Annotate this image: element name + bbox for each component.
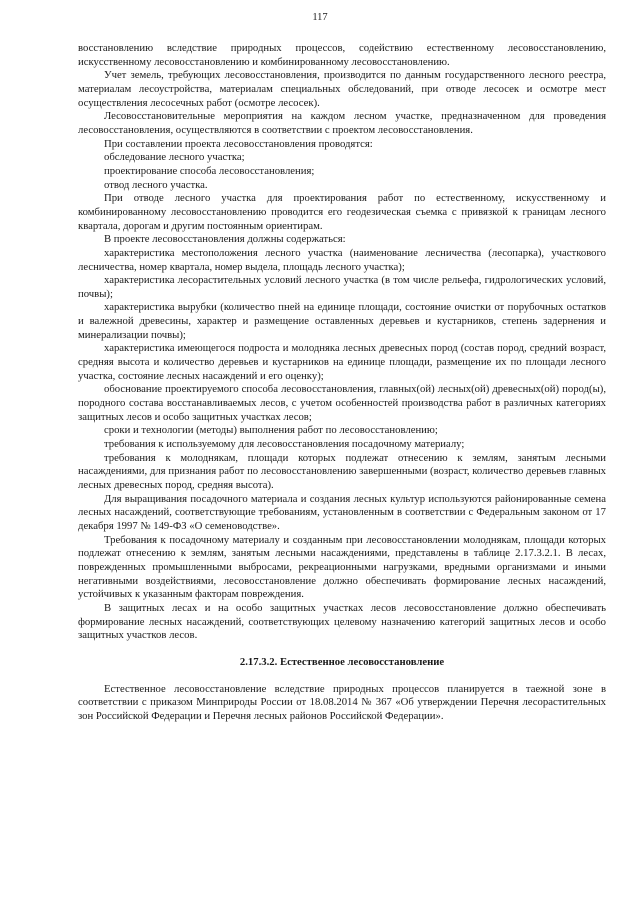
list-item: проектирование способа лесовосстановления; xyxy=(104,164,315,177)
paragraph: Естественное лесовосстановление вследствие природных процессов планируется в таежной зоне в соответствии с приказом Минприроды России от 18.08.2014 № 367 «Об утверждении Перечня лесорастительных зон Российской Федерации и Перечня лесных районов Российской Федерации». xyxy=(78,682,606,722)
paragraph: восстановлению вследствие природных процессов, содействию естественному лесовосстановлению, искусственному лесовосстановлению и комбинированному лесовосстановлению. xyxy=(78,42,606,68)
page-body xyxy=(78,42,606,724)
paragraph: Учет земель, требующих лесовосстановления, производится по данным государственного лесного реестра, материалам лесоустройства, материалам специальных обследований, при отводе лесосек и осмотре мест осуществления лесосечных работ (осмотре лесосек). xyxy=(78,69,606,109)
list-item: обоснование проектируемого способа лесовосстановления, главных(ой) лесных(ой) древесных(ой) пород(ы), породного состава восстанавливаемых лесов, с учетом особенностей производства работ в различных категориях защитных лесов и особо защитных участках лесов; xyxy=(78,383,606,423)
section-heading: 2.17.3.2. Естественное лесовосстановление xyxy=(239,655,445,668)
paragraph: Требования к посадочному материалу и созданным при лесовосстановлении молоднякам, площади которых подлежат отнесению к землям, занятым лесными насаждениями, представлены в таблице 2.17.3.2.1. В лесах, поврежденных промышленными выбросами, рекреационными нагрузками, вредными организмами и иными негативными воздействиями, лесовосстановление должно обеспечивать формирование лесных насаждений, устойчивых к указанным факторам повреждения. xyxy=(78,533,606,601)
list-item: характеристика имеющегося подроста и молодняка лесных древесных пород (состав пород, средний возраст, средняя высота и количество деревьев и кустарников на единице площади, размещение их по площади лесного участка, состояние лесных насаждений и его оценку); xyxy=(78,342,606,382)
list-item: сроки и технологии (методы) выполнения работ по лесовосстановлению; xyxy=(104,424,438,437)
list-item: характеристика лесорастительных условий лесного участка (в том числе рельефа, гидрологических условий, почвы); xyxy=(78,274,606,300)
list-item: характеристика вырубки (количество пней на единице площади, состояние очистки от порубочных остатков и валежной древесины, характер и размещение оставленных деревьев и кустарников, степень задернения и минерализации почвы); xyxy=(78,301,606,341)
paragraph: При составлении проекта лесовосстановления проводятся: xyxy=(104,137,373,150)
list-item: требования к молоднякам, площади которых подлежат отнесению к землям, занятым лесными насаждениями, для признания работ по лесовосстановлению завершенными (возраст, количество деревьев главных лесных древесных пород, средняя высота). xyxy=(78,451,606,491)
paragraph: В проекте лесовосстановления должны содержаться: xyxy=(104,233,346,246)
list-item: обследование лесного участка; xyxy=(104,151,245,164)
paragraph: При отводе лесного участка для проектирования работ по естественному, искусственному и комбинированному лесовосстановлению проводится его геодезическая съемка с привязкой к границам лесного квартала, дорогам и другим постоянным ориентирам. xyxy=(78,192,606,232)
list-item: характеристика местоположения лесного участка (наименование лесничества (лесопарка), участкового лесничества, номер квартала, номер выдела, площадь лесного участка); xyxy=(78,246,606,273)
list-item: отвод лесного участка. xyxy=(104,178,208,191)
page-number: 117 xyxy=(312,12,328,23)
list-item: требования к используемому для лесовосстановления посадочному материалу; xyxy=(104,438,465,451)
paragraph: Для выращивания посадочного материала и создания лесных культур используются районированные семена лесных насаждений, соответствующие требованиям, установленным в соответствии с Федеральным законом от 17 декабря 1997 № 149-ФЗ «О семеноводстве». xyxy=(78,492,606,532)
paragraph: В защитных лесах и на особо защитных участках лесов лесовосстановление должно обеспечивать формирование лесных насаждений, соответствующих целевому назначению категорий защитных лесов и особо защитных участков лесов. xyxy=(78,601,606,642)
paragraph: Лесовосстановительные мероприятия на каждом лесном участке, предназначенном для проведения лесовосстановления, осуществляются в соответствии с проектом лесовосстановления. xyxy=(78,110,606,136)
